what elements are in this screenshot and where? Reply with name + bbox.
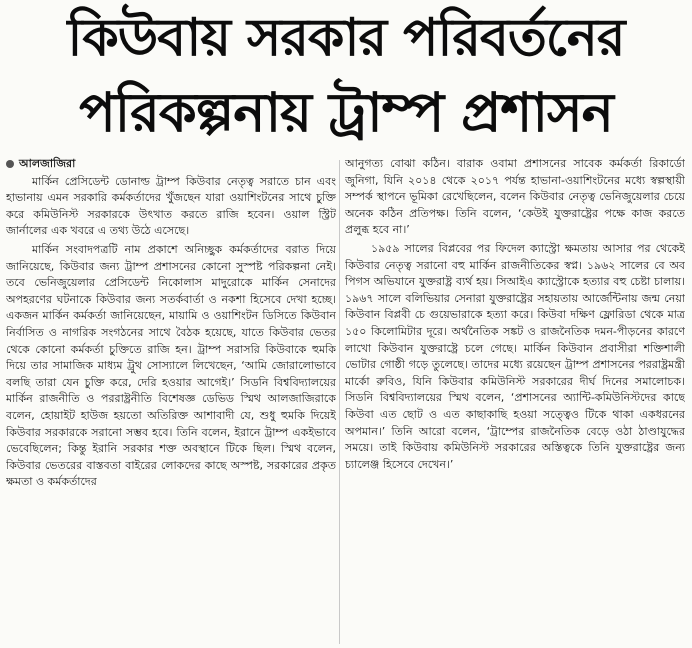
paragraph: আনুগত্য বোঝা কঠিন। বারাক ওবামা প্রশাসনের সাবেক কর্মকর্তা রিকার্ডো জুনিগা, যিনি ২০১৪ থেকে ২০১৭ পর্যন্ত হাভানা-ওয়াশিংটনের মধ্যে স্বল্পস্থায়ী সম্পর্ক স্থাপনে ভূমিকা রেখেছিলেন, বলেন কিউবার নেতৃত্ব ভেনিজুয়েলার চেয়ে অনেক কঠিন প্রতিপক্ষ। তিনি বলেন, ‘কেউই যুক্তরাষ্ট্রের পক্ষে কাজ করতে প্রলুব্ধ হবে না।’ <box>345 157 685 237</box>
byline <box>6 156 336 173</box>
headline-text: কিউবায় সরকার পরিবর্তনের <box>67 8 625 68</box>
column-divider <box>339 160 340 644</box>
byline-source: আলজাজিরা <box>19 157 76 170</box>
article-left-column <box>6 156 336 644</box>
paragraph: ১৯৫৯ সালের বিপ্লবের পর ফিদেল ক্যাস্ট্রো ক্ষমতায় আসার পর থেকেই কিউবার নেতৃত্ব সরানো বহু মার্কিন রাজনীতিকের স্বপ্ন। ১৯৬২ সালের বে অব পিগস অভিযানে যুক্তরাষ্ট্র ব্যর্থ হয়। সিআইএ ক্যাস্ট্রোকে হত্যার বহু চেষ্টা চালায়। ১৯৬৭ সালে বলিভিয়ার সেনারা যুক্তরাষ্ট্রের সহায়তায় আর্জেন্টিনায় জন্ম নেয়া কিউবান বিপ্লবী চে গুয়েভারাকে হত্যা করে। কিউবা দক্ষিণ ফ্লোরিডা থেকে মাত্র ১৫০ কিলোমিটার দূরে। অর্থনৈতিক সঙ্কট ও রাজনৈতিক দমন-পীড়নের কারণে লাখো কিউবান যুক্তরাষ্ট্রে চলে গেছে। মার্কিন কিউবান প্রবাসীরা শক্তিশালী ভোটার গোষ্ঠী গড়ে তুলেছে। তাদের মধ্যে রয়েছেন ট্রাম্প প্রশাসনের পররাষ্ট্রমন্ত্রী মার্কো রুবিও, যিনি কিউবার কমিউনিস্ট সরকারের দীর্ঘ দিনের সমালোচক। সিডনি বিশ্ববিদ্যালয়ের স্মিথ বলেন, ‘প্রশাসনের অ্যান্টি-কমিউনিস্টদের কাছে কিউবা এত ছোট ও এত কাছাকাছি হওয়া সত্ত্বেও টিকে থাকা একধরনের অপমান।’ তিনি আরো বলেন, ‘ট্রাম্পের রাজনৈতিক বেড়ে ওঠা ঠাণ্ডাযুদ্ধের সময়ে। তাই কিউবায় কমিউনিস্ট সরকারের অস্তিত্বকে তিনি যুক্তরাষ্ট্রের জন্য চ্যালেঞ্জ হিসেবে দেখেন।’ <box>345 241 685 471</box>
paragraph: মার্কিন প্রেসিডেন্ট ডোনাল্ড ট্রাম্প কিউবার নেতৃত্ব সরাতে চান এবং হাভানায় এমন সরকারি কর্মকর্তাদের খুঁজছেন যারা ওয়াশিংটনের সাথে চুক্তি করে কমিউনিস্ট সরকারকে উৎখাত করতে রাজি হবেন। ওয়াল স্ট্রিট জার্নালের এক খবরে এ তথ্য উঠে এসেছে। <box>6 174 336 238</box>
headline-line-1 <box>0 0 692 76</box>
article-right-column <box>345 156 685 644</box>
headline-line-2 <box>0 74 692 152</box>
headline-text: পরিকল্পনায় ট্রাম্প প্রশাসন <box>79 81 613 144</box>
paragraph: মার্কিন সংবাদপত্রটি নাম প্রকাশে অনিচ্ছুক কর্মকর্তাদের বরাত দিয়ে জানিয়েছে, কিউবার জন্য ট্রাম্প প্রশাসনের কোনো সুস্পষ্ট পরিকল্পনা নেই। তবে ভেনিজুয়েলার প্রেসিডেন্ট নিকোলাস মাদুরোকে মার্কিন সেনাদের অপহরণের ঘটনাকে কিউবার জন্য সতর্কবার্তা ও নকশা হিসেবে দেখা হচ্ছে। একজন মার্কিন কর্মকর্তা জানিয়েছেন, মায়ামি ও ওয়াশিংটন ডিসিতে কিউবান নির্বাসিত ও নাগরিক সংগঠনের সাথে বৈঠক হয়েছে, যাতে কিউবার ভেতর থেকে কোনো কর্মকর্তা চুক্তিতে রাজি হন। ট্রাম্প সরাসরি কিউবাকে হুমকি দিয়ে তার সামাজিক মাধ্যম ট্রুথ সোস্যালে লিখেছেন, ‘আমি জোরালোভাবে বলছি তারা যেন চুক্তি করে, দেরি হওয়ার আগেই।’ সিডনি বিশ্ববিদ্যালয়ের মার্কিন রাজনীতি ও পররাষ্ট্রনীতি বিশেষজ্ঞ ডেভিড স্মিথ আলজাজিরাকে বলেন, হোয়াইট হাউজ হয়তো অতিরিক্ত আশাবাদী যে, শুধু হুমকি দিয়েই কিউবার সরকারকে সরানো সম্ভব হবে। তিনি বলেন, ইরানে ট্রাম্প একইভাবে ভেবেছিলেন; কিন্তু ইরানি সরকার শক্ত অবস্থানে টিকে ছিল। স্মিথ বলেন, কিউবার ভেতরের বাস্তবতা বাইরের লোকদের কাছে অস্পষ্ট, সরকারের প্রকৃত ক্ষমতা ও কর্মকর্তাদের <box>6 242 336 489</box>
bullet-icon <box>6 160 14 168</box>
